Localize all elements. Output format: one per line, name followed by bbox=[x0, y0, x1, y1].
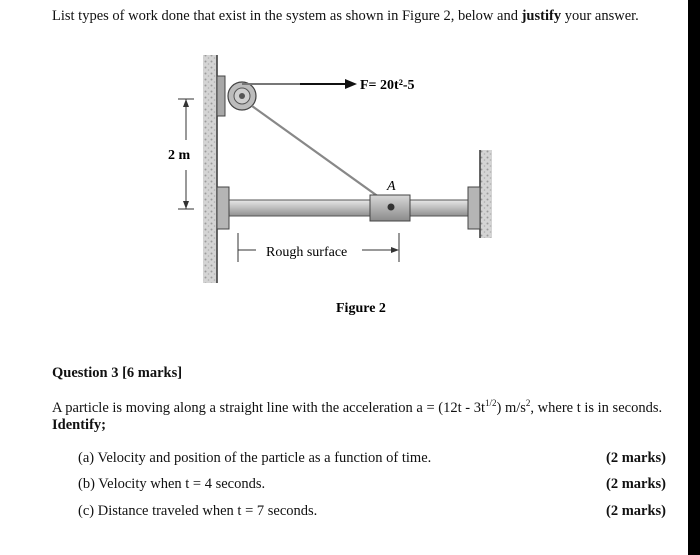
identify-heading: Identify; bbox=[52, 417, 106, 433]
part-b-marks: (2 marks) bbox=[605, 476, 666, 492]
pulley-bracket bbox=[217, 76, 225, 116]
part-c: (c) Distance traveled when t = 7 seconds. bbox=[78, 503, 318, 519]
horizontal-rod bbox=[217, 200, 480, 216]
part-a: (a) Velocity and position of the particle as a function of time. bbox=[78, 450, 432, 466]
height-dimension-label: 2 m bbox=[168, 148, 191, 163]
force-arrow bbox=[345, 79, 357, 89]
right-wall bbox=[480, 150, 492, 238]
question-text-part: A particle is moving along a straight line with the acceleration a = (12t - 3t bbox=[52, 399, 485, 416]
exponent-two: 2 bbox=[525, 398, 531, 408]
rope-diagonal bbox=[252, 106, 390, 205]
question-text-unit: ) m/s bbox=[496, 399, 526, 416]
force-label: F= 20t²-5 bbox=[360, 78, 415, 93]
intro-text-end: your answer. bbox=[561, 8, 639, 24]
intro-text: List types of work done that exist in the system as shown in Figure 2, below and bbox=[52, 8, 522, 24]
part-c-marks: (2 marks) bbox=[605, 503, 666, 519]
question-text-end: , where t is in seconds. bbox=[530, 399, 663, 416]
right-edge-bar bbox=[688, 0, 700, 555]
exponent-half: 1/2 bbox=[484, 398, 497, 408]
left-wall bbox=[203, 55, 217, 283]
question-statement bbox=[52, 398, 662, 417]
figure-caption: Figure 2 bbox=[336, 301, 386, 316]
point-a-label: A bbox=[387, 179, 396, 194]
rough-surface-label: Rough surface bbox=[266, 245, 348, 260]
intro-bold-word: justify bbox=[521, 8, 562, 24]
part-a-marks: (2 marks) bbox=[605, 450, 666, 466]
part-b: (b) Velocity when t = 4 seconds. bbox=[78, 476, 266, 492]
question-title: Question 3 [6 marks] bbox=[52, 365, 183, 381]
